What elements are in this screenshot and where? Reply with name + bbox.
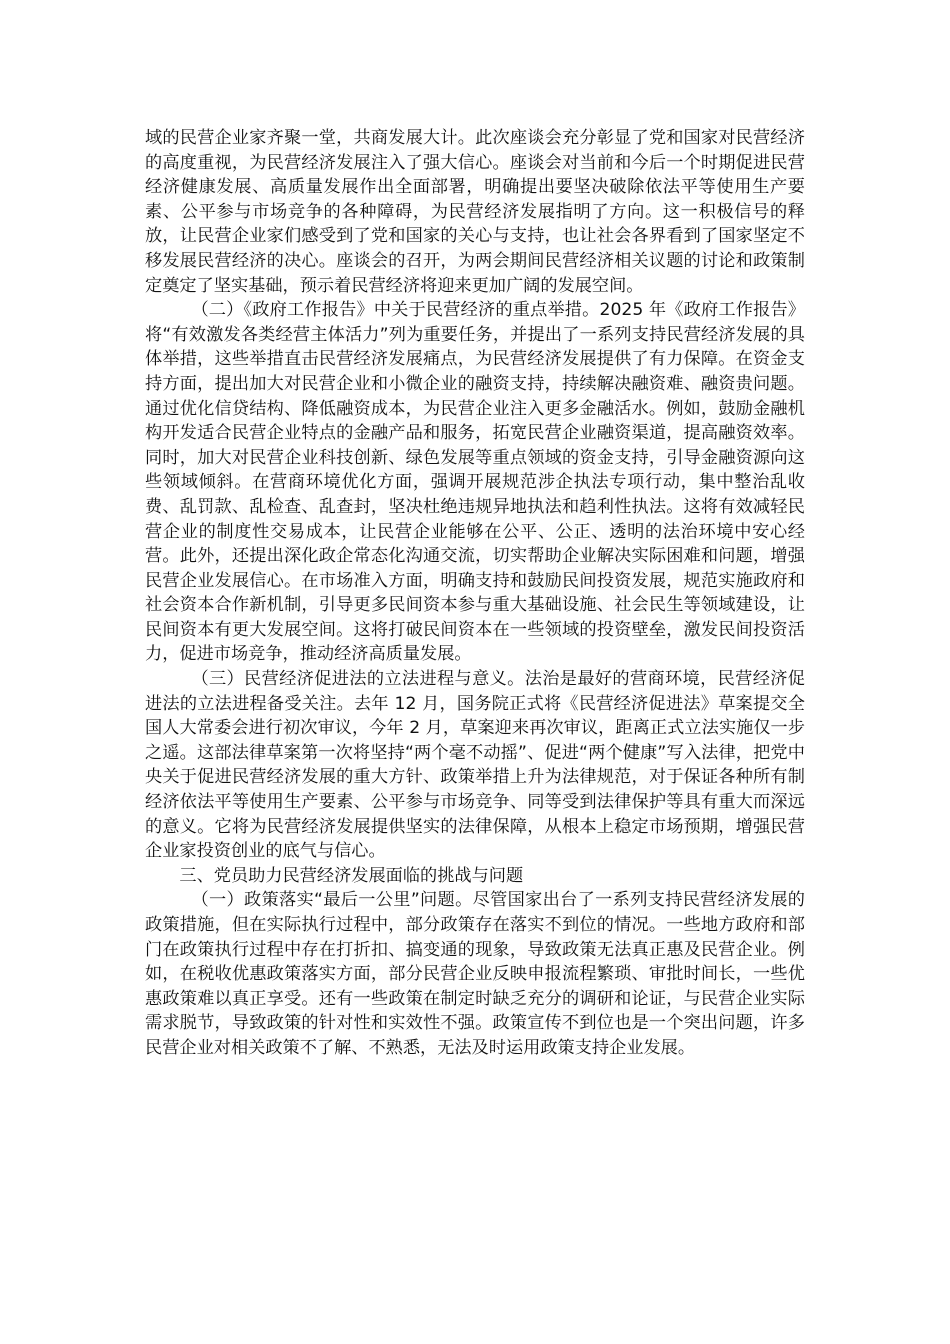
section-heading-3: 三、党员助力民营经济发展面临的挑战与问题 [179,865,524,886]
document-body [145,126,805,1061]
paragraph-continuation: 域的民营企业家齐聚一堂，共商发展大计。此次座谈会充分彰显了党和国家对民营经济的高度重视，为民营经济发展注入了强大信心。座谈会对当前和今后一个时期促进民营经济健康发展、高质量发展作出全面部署，明确提出要坚决破除依法平等使用生产要素、公平参与市场竞争的各种障碍，为民营经济发展指明了方向。这一积极信号的释放，让民营企业家们感受到了党和国家的关心与支持，也让社会各界看到了国家坚定不移发展民营经济的决心。座谈会的召开，为两会期间民营经济相关议题的讨论和政策制定奠定了坚实基础，预示着民营经济将迎来更加广阔的发展空间。 [145,128,805,296]
paragraph-section-3: （三）民营经济促进法的立法进程与意义。法治是最好的营商环境，民营经济促进法的立法进程备受关注。去年 12 月，国务院正式将《民营经济促进法》草案提交全国人大常委会进行初次审议，今年 2 月，草案迎来再次审议，距离正式立法实施仅一步之遥。这部法律草案第一次将坚持“两个毫不动摇”、促进“两个健康”写入法律，把党中央关于促进民营经济发展的重大方针、政策举措上升为法律规范，对于保证各种所有制经济依法平等使用生产要素、公平参与市场竞争、同等受到法律保护等具有重大而深远的意义。它将为民营经济发展提供坚实的法律保障，从根本上稳定市场预期，增强民营企业家投资创业的底气与信心。 [145,669,805,862]
paragraph-challenge-1: （一）政策落实“最后一公里”问题。尽管国家出台了一系列支持民营经济发展的政策措施，但在实际执行过程中，部分政策存在落实不到位的情况。一些地方政府和部门在政策执行过程中存在打折扣、搞变通的现象，导致政策无法真正惠及民营企业。例如，在税收优惠政策落实方面，部分民营企业反映申报流程繁琐、审批时间长，一些优惠政策难以真正享受。还有一些政策在制定时缺乏充分的调研和论证，与民营企业实际需求脱节，导致政策的针对性和实效性不强。政策宣传不到位也是一个突出问题，许多民营企业对相关政策不了解、不熟悉，无法及时运用政策支持企业发展。 [145,890,805,1058]
paragraph-section-2: （二）《政府工作报告》中关于民营经济的重点举措。2025 年《政府工作报告》将“有效激发各类经营主体活力”列为重要任务，并提出了一系列支持民营经济发展的具体举措，这些举措直击民营经济发展痛点，为民营经济发展提供了有力保障。在资金支持方面，提出加大对民营企业和小微企业的融资支持，持续解决融资难、融资贵问题。通过优化信贷结构、降低融资成本，为民营企业注入更多金融活水。例如，鼓励金融机构开发适合民营企业特点的金融产品和服务，拓宽民营企业融资渠道，提高融资效率。同时，加大对民营企业科技创新、绿色发展等重点领域的资金支持，引导金融资源向这些领域倾斜。在营商环境优化方面，强调开展规范涉企执法专项行动，集中整治乱收费、乱罚款、乱检查、乱查封，坚决杜绝违规异地执法和趋利性执法。这将有效减轻民营企业的制度性交易成本，让民营企业能够在公平、公正、透明的法治环境中安心经营。此外，还提出深化政企常态化沟通交流，切实帮助企业解决实际困难和问题，增强民营企业发展信心。在市场准入方面，明确支持和鼓励民间投资发展，规范实施政府和社会资本合作新机制，引导更多民间资本参与重大基础设施、社会民生等领域建设，让民间资本有更大发展空间。这将打破民间资本在一些领域的投资壁垒，激发民间投资活力，促进市场竞争，推动经济高质量发展。 [145,300,805,665]
